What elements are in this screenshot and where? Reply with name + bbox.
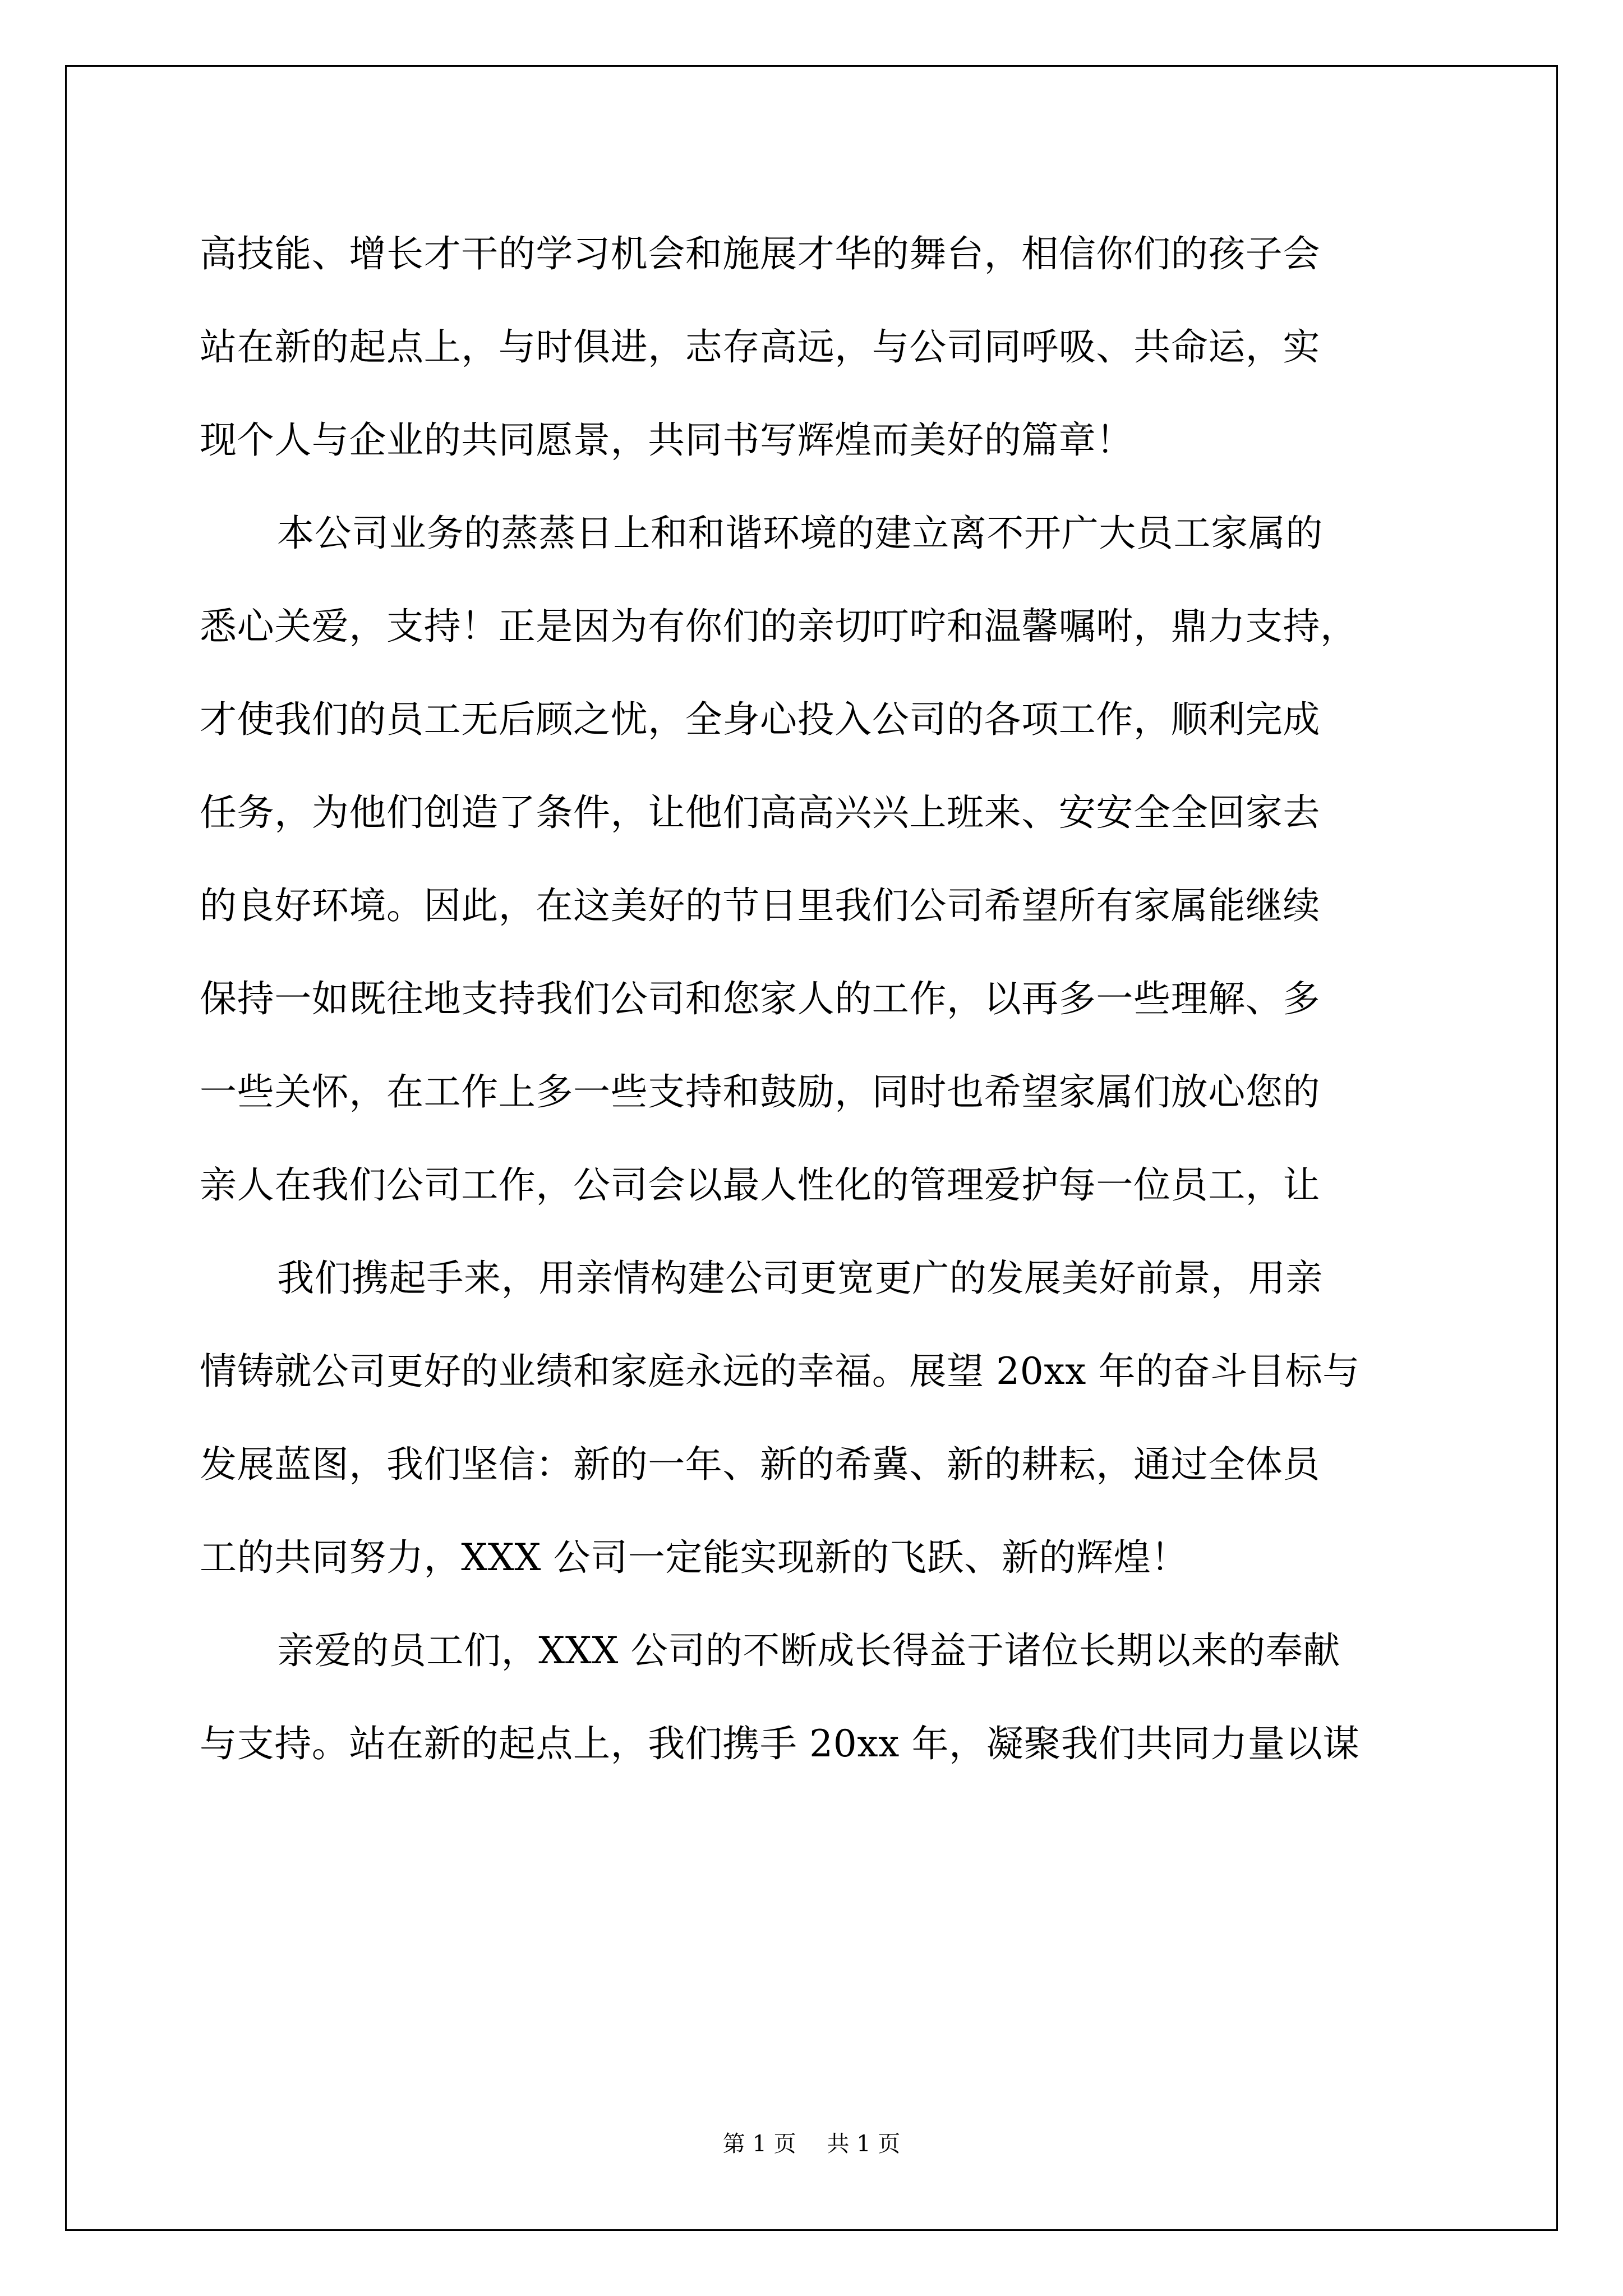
text-line: 站在新的起点上，与时俱进，志存高远，与公司同呼吸、共命运，实 [200, 325, 1320, 369]
text-line: 发展蓝图，我们坚信：新的一年、新的希冀、新的耕耘，通过全体员 [200, 1443, 1320, 1486]
text-line: 与支持。站在新的起点上，我们携手 20xx 年，凝聚我们共同力量以谋 [200, 1722, 1360, 1765]
paragraph-start-line: 本公司业务的蒸蒸日上和和谐环境的建立离不开广大员工家属的 [277, 512, 1323, 555]
paragraph-start-line: 亲爱的员工们，XXX 公司的不断成长得益于诸位长期以来的奉献 [277, 1629, 1340, 1672]
text-line: 情铸就公司更好的业绩和家庭永远的幸福。展望 20xx 年的奋斗目标与 [200, 1350, 1360, 1393]
paragraph-start-line: 我们携起手来，用亲情构建公司更宽更广的发展美好前景，用亲 [277, 1257, 1323, 1300]
text-line: 保持一如既往地支持我们公司和您家人的工作，以再多一些理解、多 [200, 977, 1320, 1020]
text-line: 一些关怀，在工作上多一些支持和鼓励，同时也希望家属们放心您的 [200, 1070, 1320, 1114]
text-line: 悉心关爱，支持！正是因为有你们的亲切叮咛和温馨嘱咐，鼎力支持， [200, 605, 1358, 648]
document-body [200, 208, 1428, 1791]
text-line: 高技能、增长才干的学习机会和施展才华的舞台，相信你们的孩子会 [200, 232, 1320, 275]
text-line: 现个人与企业的共同愿景，共同书写辉煌而美好的篇章！ [200, 418, 1133, 462]
text-line: 任务，为他们创造了条件，让他们高高兴兴上班来、安安全全回家去 [200, 791, 1320, 834]
page-number: 第 1 页 [722, 2131, 796, 2157]
text-line: 工的共同努力，XXX 公司一定能实现新的飞跃、新的辉煌！ [200, 1536, 1188, 1579]
page-footer [0, 2126, 1623, 2158]
text-line: 亲人在我们公司工作，公司会以最人性化的管理爱护每一位员工，让 [200, 1163, 1320, 1207]
text-line: 才使我们的员工无后顾之忧，全身心投入公司的各项工作，顺利完成 [200, 698, 1320, 741]
text-line: 的良好环境。因此，在这美好的节日里我们公司希望所有家属能继续 [200, 884, 1320, 927]
page-total: 共 1 页 [827, 2131, 901, 2157]
